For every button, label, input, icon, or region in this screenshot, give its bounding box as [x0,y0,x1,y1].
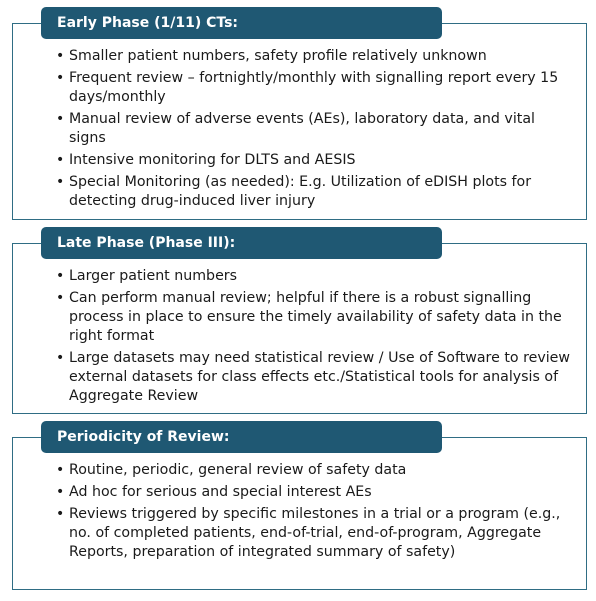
list-item: • Larger patient numbers [56,268,238,284]
early-phase-heading: Early Phase (1/11) CTs: [41,7,442,39]
bullet-icon: • [56,152,65,168]
bullet-icon: • [56,48,65,64]
late-phase-box [12,243,587,414]
list-item: • Intensive monitoring for DLTS and AESIS [56,152,356,168]
list-item: • Reviews triggered by specific milestones in a trial or a program (e.g., no. of completed patients, end-of-trial, end-of-program, Aggregate Reports, preparation of integrated summary of safety) [56,506,561,560]
bullet-icon: • [56,350,65,366]
bullet-icon: • [56,484,65,500]
bullet-icon: • [56,290,65,306]
list-item: • Routine, periodic, general review of safety data [56,462,407,478]
early-phase-box [12,23,587,220]
list-item: • Frequent review – fortnightly/monthly with signalling report every 15 days/monthly [56,70,559,105]
late-phase-list [13,267,586,409]
bullet-icon: • [56,70,65,86]
periodicity-heading: Periodicity of Review: [41,421,442,453]
late-phase-heading: Late Phase (Phase III): [41,227,442,259]
periodicity-box [12,437,587,590]
early-phase-list [13,47,586,214]
bullet-icon: • [56,268,65,284]
bullet-icon: • [56,506,65,522]
bullet-icon: • [56,111,65,127]
list-item: • Manual review of adverse events (AEs), laboratory data, and vital signs [56,111,535,146]
periodicity-list [13,461,586,565]
list-item: • Large datasets may need statistical review / Use of Software to review external datasets for class effects etc./Statistical tools for analysis of Aggregate Review [56,350,570,404]
list-item: • Special Monitoring (as needed): E.g. Utilization of eDISH plots for detecting drug-induced liver injury [56,174,532,209]
list-item: • Can perform manual review; helpful if there is a robust signalling process in place to ensure the timely availability of safety data in the right format [56,290,562,344]
bullet-icon: • [56,174,65,190]
list-item: • Ad hoc for serious and special interest AEs [56,484,372,500]
bullet-icon: • [56,462,65,478]
list-item: • Smaller patient numbers, safety profile relatively unknown [56,48,487,64]
